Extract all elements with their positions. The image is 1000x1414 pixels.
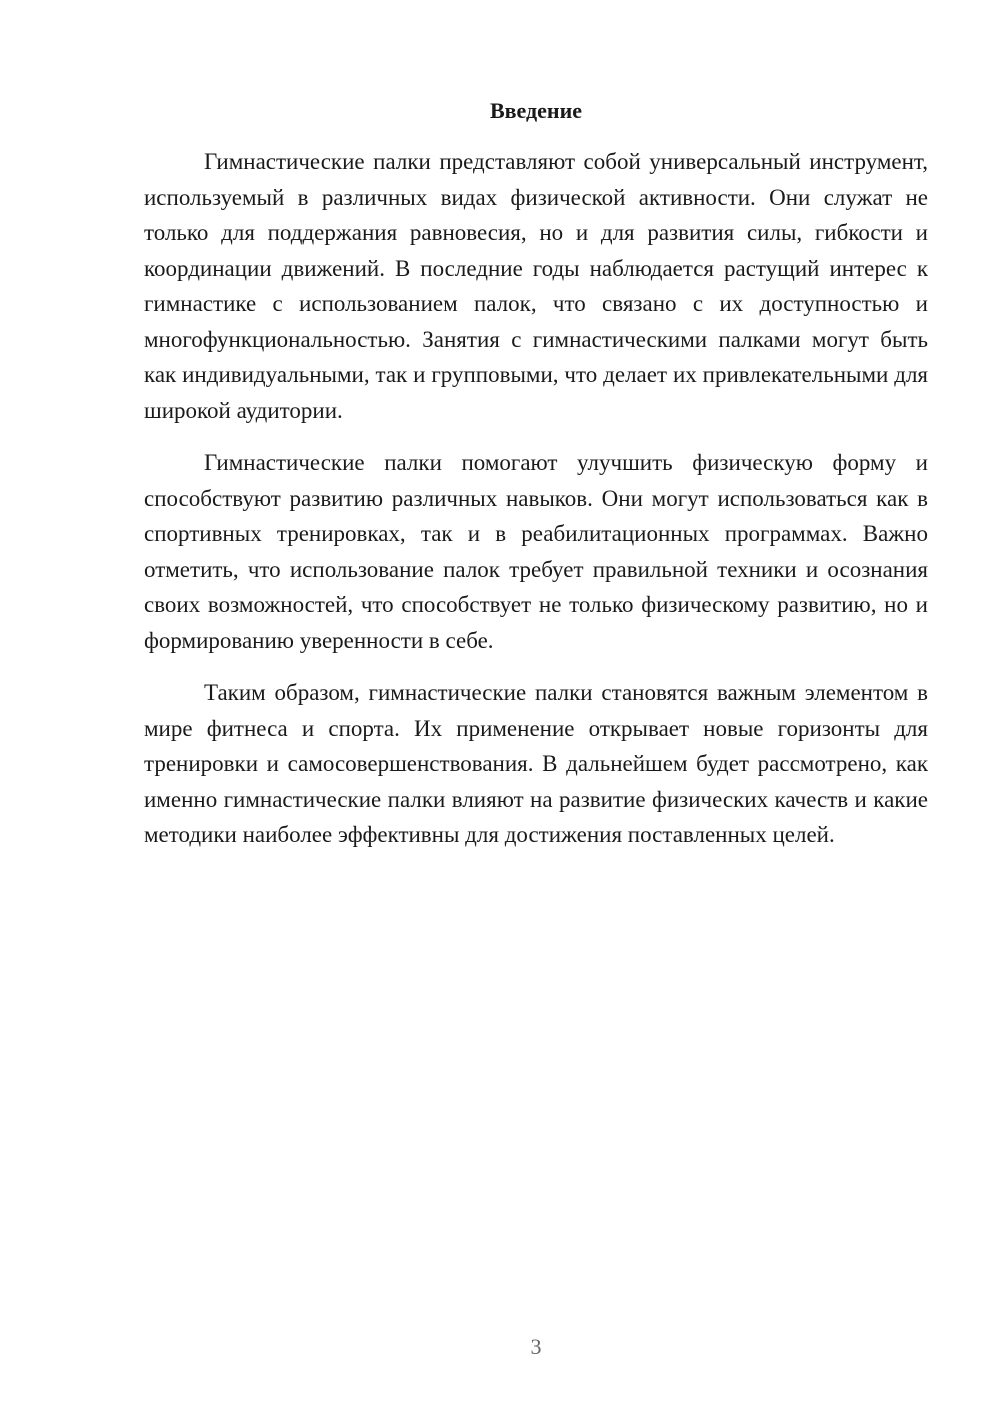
page-number: 3 bbox=[530, 1334, 542, 1359]
paragraph-3: Таким образом, гимнастические палки становятся важным элементом в мире фитнеса и спорта. Их применение открывает новые горизонты для тренировки и самосовершенствования. В дальнейшем будет рассмотрено, как именно гимнастические палки влияют на развитие физических качеств и какие методики наиболее эффективны для достижения поставленных целей. bbox=[144, 680, 928, 847]
paragraph-2: Гимнастические палки помогают улучшить физическую форму и способствуют развитию различных навыков. Они могут использоваться как в спортивных тренировках, так и в реабилитационных программах. Важно отметить, что использование палок требует правильной техники и осознания своих возможностей, что способствует не только физическому развитию, но и формированию уверенности в себе. bbox=[144, 450, 928, 653]
section-heading: Введение bbox=[489, 98, 583, 123]
page-content bbox=[144, 96, 928, 870]
paragraph-1: Гимнастические палки представляют собой универсальный инструмент, используемый в различных видах физической активности. Они служат не только для поддержания равновесия, но и для развития силы, гибкости и координации движений. В последние годы наблюдается растущий интерес к гимнастике с использованием палок, что связано с их доступностью и многофункциональностью. Занятия с гимнастическими палками могут быть как индивидуальными, так и групповыми, что делает их привлекательными для широкой аудитории. bbox=[144, 149, 928, 423]
